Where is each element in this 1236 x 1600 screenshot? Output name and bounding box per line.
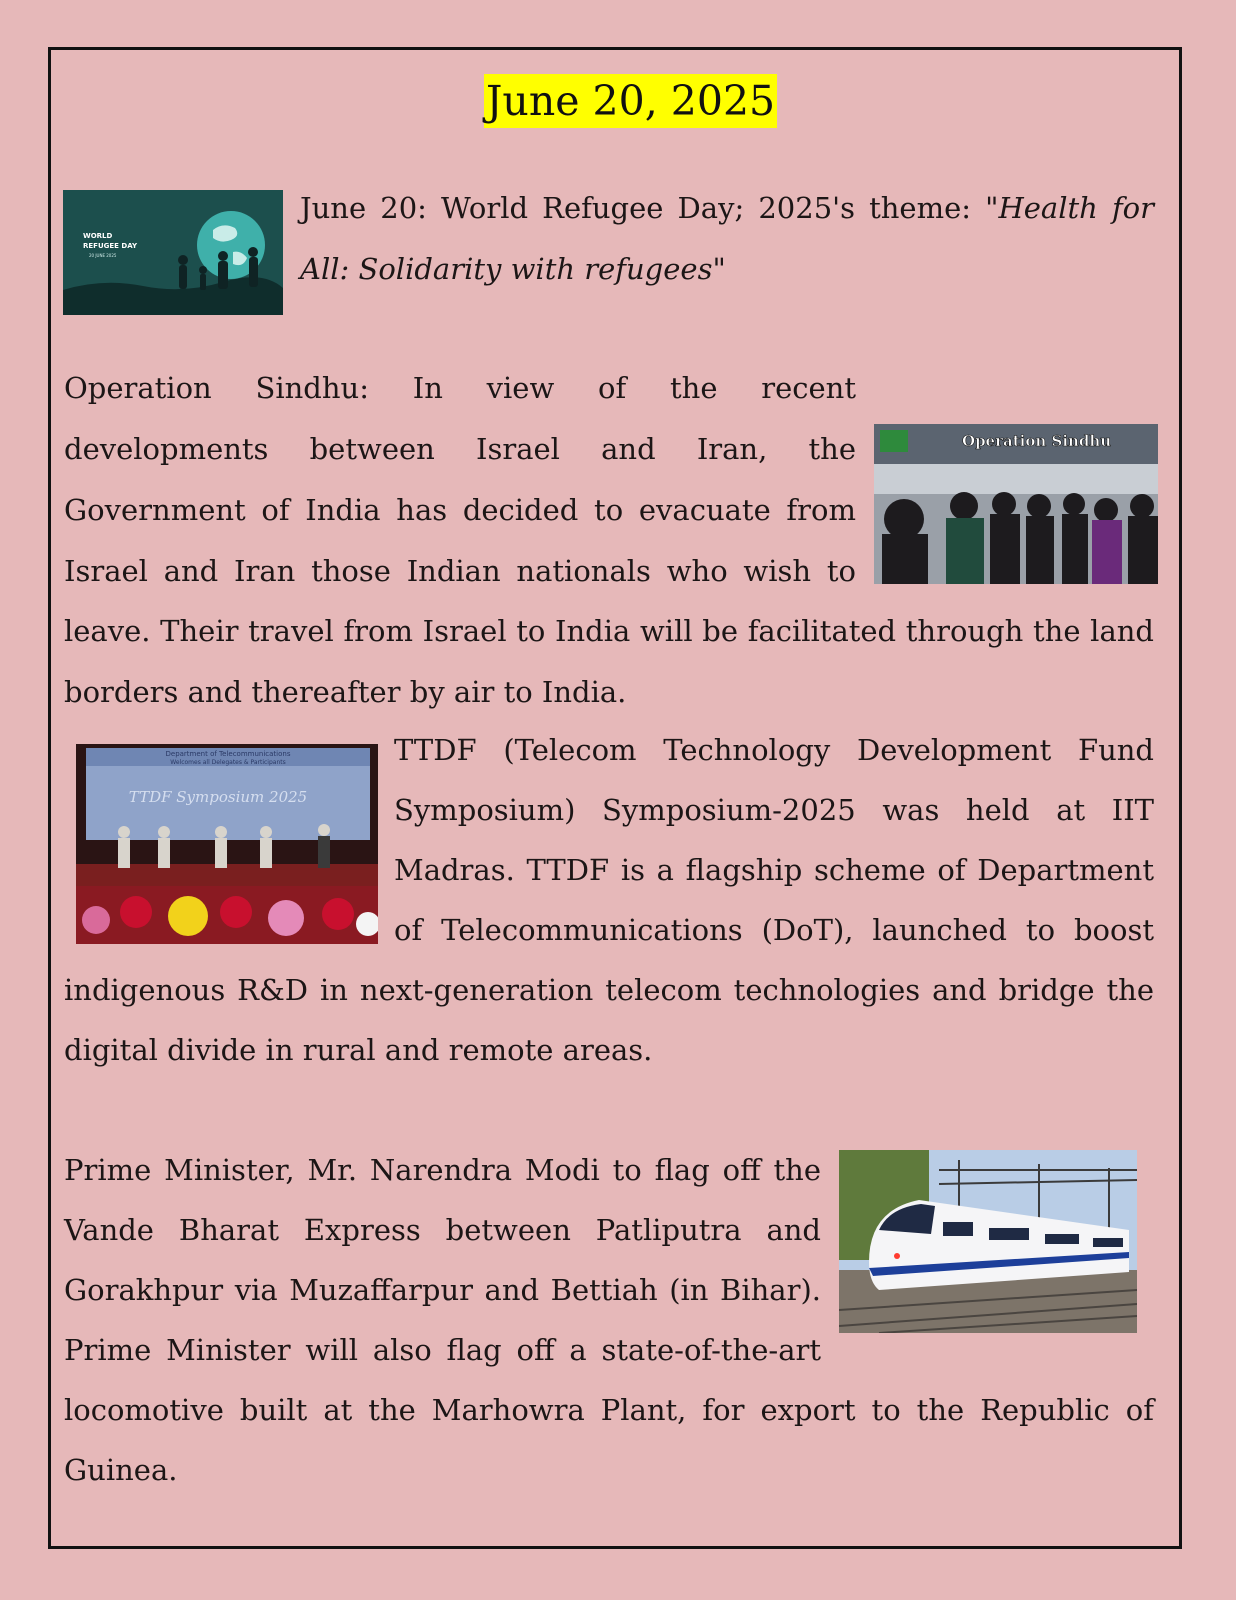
ttdf-line: Symposium) Symposium-2025 was held at IIT [394, 793, 1154, 827]
refugee-image-label-3: 20 JUNE 2025 [89, 253, 117, 258]
refugee-line-2: All: Solidarity with refugees" [300, 252, 726, 286]
refugee-line-1: June 20: World Refugee Day; 2025's theme: "Health for [300, 191, 1154, 225]
ttdf-line: indigenous R&D in next-generation telecom technologies and bridge the [64, 973, 1154, 1007]
vande-bharat-train-image [839, 1150, 1137, 1333]
ttdf-line: TTDF (Telecom Technology Development Fund [394, 733, 1154, 767]
sindhu-line: borders and thereafter by air to India. [64, 675, 627, 709]
sindhu-line: Operation Sindhu: In view of the recent [64, 371, 856, 405]
vande-line: Guinea. [64, 1453, 178, 1487]
ttdf-screen-title: TTDF Symposium 2025 [128, 788, 308, 806]
vande-line: Prime Minister will also flag off a state-of-the-art [64, 1333, 821, 1367]
sindhu-image-caption: Operation Sindhu [962, 432, 1112, 450]
operation-sindhu-image [874, 424, 1158, 584]
ttdf-screen-line-1: Department of Telecommunications [165, 750, 291, 758]
bulletin-page [48, 47, 1182, 1549]
page-date: June 20, 2025 [484, 74, 777, 128]
sindhu-line: Israel and Iran those Indian nationals who wish to [64, 554, 856, 588]
vande-line: locomotive built at the Marhowra Plant, for export to the Republic of [64, 1393, 1154, 1427]
ttdf-screen-line-2: Welcomes all Delegates & Participants [170, 759, 286, 766]
ttdf-symposium-image [76, 744, 378, 944]
vande-line: Gorakhpur via Muzaffarpur and Bettiah (in Bihar). [64, 1273, 821, 1307]
ttdf-line: Madras. TTDF is a flagship scheme of Department [394, 853, 1154, 887]
sindhu-line: leave. Their travel from Israel to India will be facilitated through the land [64, 614, 1154, 648]
ttdf-line: of Telecommunications (DoT), launched to boost [394, 913, 1154, 947]
sindhu-line: developments between Israel and Iran, the [64, 432, 856, 466]
ttdf-line: digital divide in rural and remote areas. [64, 1033, 653, 1067]
refugee-image-label-2: REFUGEE DAY [83, 242, 138, 250]
sindhu-line: Government of India has decided to evacuate from [64, 493, 856, 527]
world-refugee-day-image [63, 190, 283, 315]
vande-line: Vande Bharat Express between Patliputra and [64, 1213, 821, 1247]
vande-line: Prime Minister, Mr. Narendra Modi to flag off the [64, 1153, 821, 1187]
refugee-image-label-1: WORLD [83, 232, 113, 240]
